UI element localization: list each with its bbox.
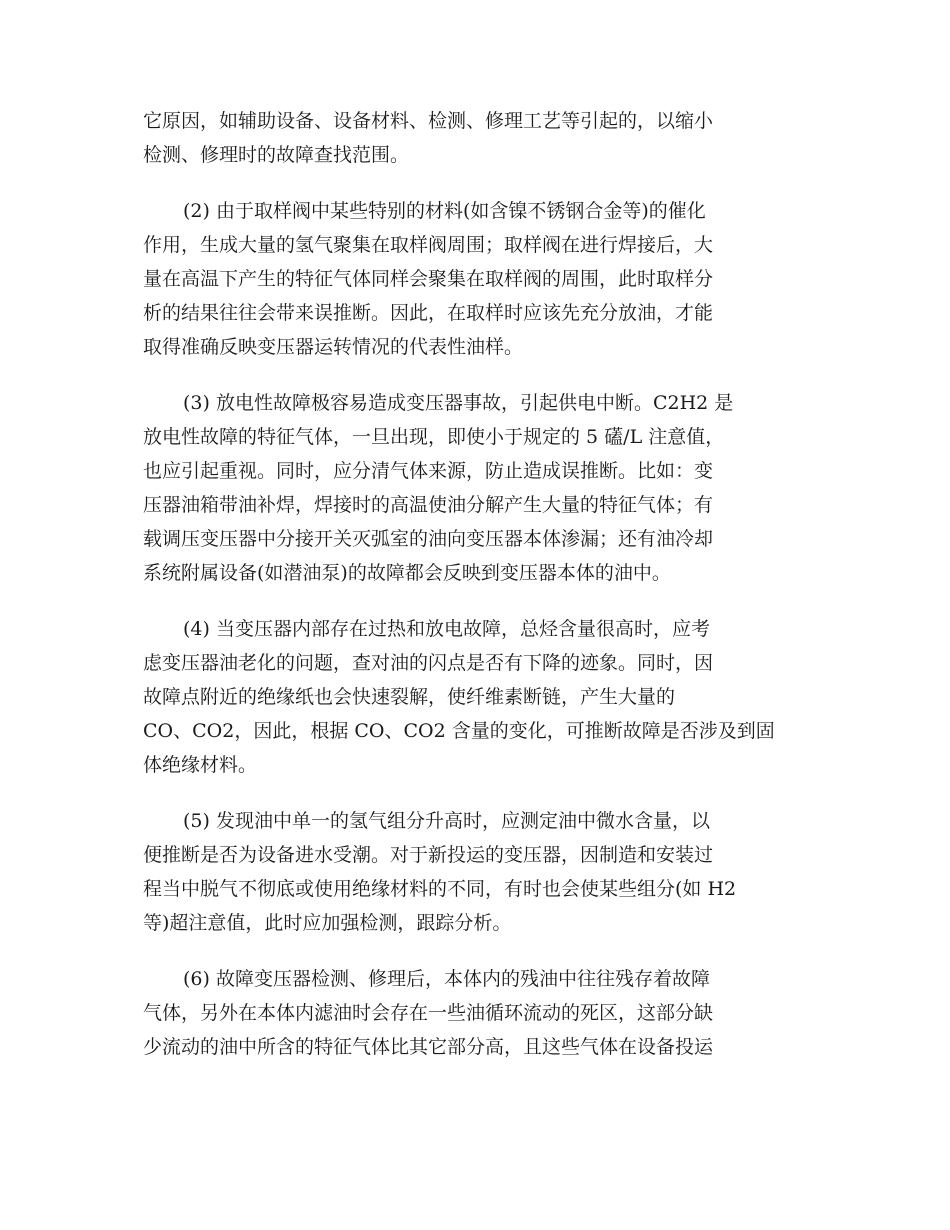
paragraph-continuation: [143, 104, 813, 172]
text-line: 程当中脱气不彻底或使用绝缘材料的不同，有时也会使某些组分(如 H2: [143, 878, 737, 900]
text-line: 少流动的油中所含的特征气体比其它部分高，且这些气体在设备投运: [143, 1036, 714, 1058]
text-line: 虑变压器油老化的问题，查对油的闪点是否有下降的迹象。同时，因: [143, 652, 714, 674]
text-line: 量在高温下产生的特征气体同样会聚集在取样阀的周围，此时取样分: [143, 268, 714, 290]
text-line: 它原因，如辅助设备、设备材料、检测、修理工艺等引起的，以缩小: [143, 110, 714, 132]
text-line: 载调压变压器中分接开关灭弧室的油向变压器本体渗漏；还有油冷却: [143, 528, 714, 550]
text-line: 等)超注意值，此时应加强检测，跟踪分析。: [143, 912, 512, 934]
paragraph-item-5: [143, 804, 813, 940]
paragraph-item-3: [143, 386, 813, 590]
paragraph-item-2: [143, 194, 813, 364]
text-line: CO、CO2，因此，根据 CO、CO2 含量的变化，可推断故障是否涉及到固: [143, 720, 775, 742]
document-page: [143, 104, 813, 1086]
text-line: 析的结果往往会带来误推断。因此，在取样时应该先充分放油，才能: [143, 302, 714, 324]
text-line: 气体，另外在本体内滤油时会存在一些油循环流动的死区，这部分缺: [143, 1002, 714, 1024]
text-line: 故障点附近的绝缘纸也会快速裂解，使纤维素断链，产生大量的: [143, 686, 676, 708]
text-line: (2) 由于取样阀中某些特别的材料(如含镍不锈钢合金等)的催化: [183, 200, 706, 222]
text-line: 系统附属设备(如潜油泵)的故障都会反映到变压器本体的油中。: [143, 562, 671, 584]
text-line: 压器油箱带油补焊，焊接时的高温使油分解产生大量的特征气体；有: [143, 494, 714, 516]
text-line: (4) 当变压器内部存在过热和放电故障，总烃含量很高时，应考: [183, 618, 710, 640]
text-line: 作用，生成大量的氢气聚集在取样阀周围；取样阀在进行焊接后，大: [143, 234, 714, 256]
paragraph-item-4: [143, 612, 813, 782]
text-line: (3) 放电性故障极容易造成变压器事故，引起供电中断。C2H2 是: [183, 392, 734, 414]
text-line: 取得准确反映变压器运转情况的代表性油样。: [143, 336, 524, 358]
text-line: 放电性故障的特征气体，一旦出现，即使小于规定的 5 礚/L 注意值，: [143, 426, 725, 448]
paragraph-item-6: [143, 962, 813, 1064]
text-line: (5) 发现油中单一的氢气组分升高时，应测定油中微水含量，以: [183, 810, 710, 832]
text-line: (6) 故障变压器检测、修理后，本体内的残油中往往残存着故障: [183, 968, 710, 990]
text-line: 也应引起重视。同时，应分清气体来源，防止造成误推断。比如：变: [143, 460, 714, 482]
text-line: 体绝缘材料。: [143, 754, 258, 776]
text-line: 便推断是否为设备进水受潮。对于新投运的变压器，因制造和安装过: [143, 844, 714, 866]
text-line: 检测、修理时的故障查找范围。: [143, 144, 410, 166]
